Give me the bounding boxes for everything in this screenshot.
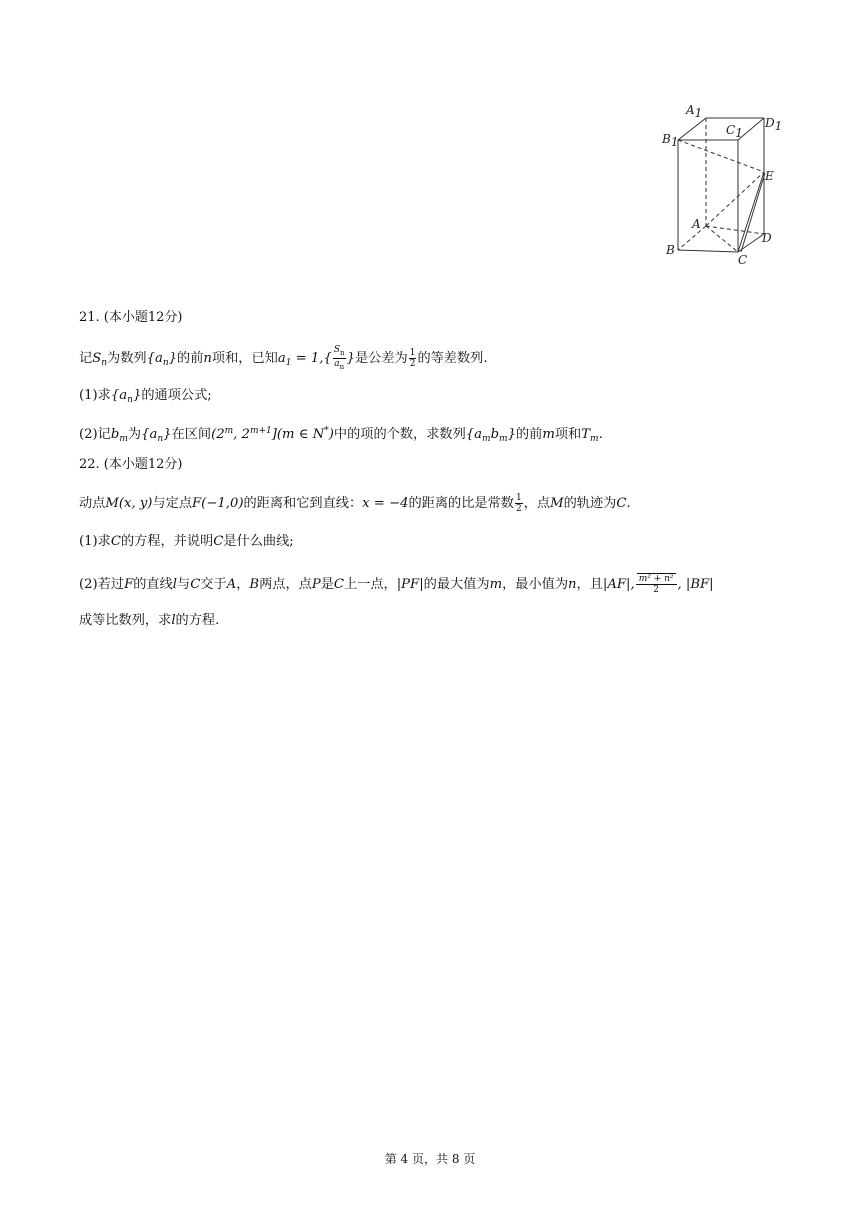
edge-b1-a1 — [678, 118, 706, 140]
label-e: E — [765, 169, 774, 183]
label-c1: C1 — [726, 123, 743, 140]
q21-part2: (2)记$b_m$为$\{a_n\}$在区间(2$^m$, $2^{m+1}](m$ ∈ N*)中的项的个数，求数列$\{a_mb_m\}$的前m项和$T_m$. — [79, 426, 603, 444]
label-c: C — [738, 253, 748, 267]
label-b1: B1 — [662, 132, 679, 149]
edge-a-c — [706, 226, 738, 252]
fraction-one-half: $\frac{1}{2}$ — [409, 347, 416, 369]
q22-part2-line2: 成等比数列，求l的方程. — [79, 613, 220, 628]
edge-b-c — [678, 250, 738, 252]
page-footer: 第 4 页，共 8 页 — [384, 1152, 476, 1166]
q21-stem: 记$S_n$为数列$\{a_n\}$的前n项和，已知$a_1 = 1$,{ $\frac{S_n}{a_n}$ }是公差为 $\frac{1}{2}$ 的等差数列. — [79, 345, 488, 371]
fraction-sqrt-m2-n2-over-2: $\frac{\text{m² + n²}}{2}$ — [636, 574, 677, 595]
prism-diagram — [660, 100, 790, 270]
q21-part1: (1)求$\{a_n\}$的通项公式; — [79, 388, 212, 405]
q22-part1: (1)求C的方程，并说明C是什么曲线; — [79, 534, 294, 549]
q22-stem: 动点M(x, y)与定点F(−1,0)的距离和它到直线：x = −4的距离的比是常数 $\frac{1}{2}$ ，点M的轨迹为C. — [79, 493, 631, 514]
label-d1: D1 — [765, 116, 783, 133]
fraction-sn-over-an: $\frac{S_n}{a_n}$ — [333, 345, 345, 371]
fraction-one-half-q22: $\frac{1}{2}$ — [515, 493, 522, 514]
q22-heading: 22. (本小题12分) — [79, 457, 183, 472]
q22-part2-line1: (2)若过F的直线l与C交于A，B两点，点P是C上一点，|PF|的最大值为m，最小值为n，且|AF|, $\frac{\text{m² + n²}}{2}$ , |BF| — [79, 574, 714, 595]
label-a: A — [692, 217, 701, 231]
label-a1: A1 — [686, 103, 703, 120]
edge-a-d — [706, 226, 764, 234]
prism-figure — [660, 100, 790, 270]
label-b: B — [666, 243, 675, 257]
q21-heading: 21. (本小题12分) — [79, 310, 183, 325]
label-d: D — [762, 231, 772, 245]
edge-b1-e — [678, 140, 764, 172]
edge-c-e-1 — [738, 172, 764, 252]
